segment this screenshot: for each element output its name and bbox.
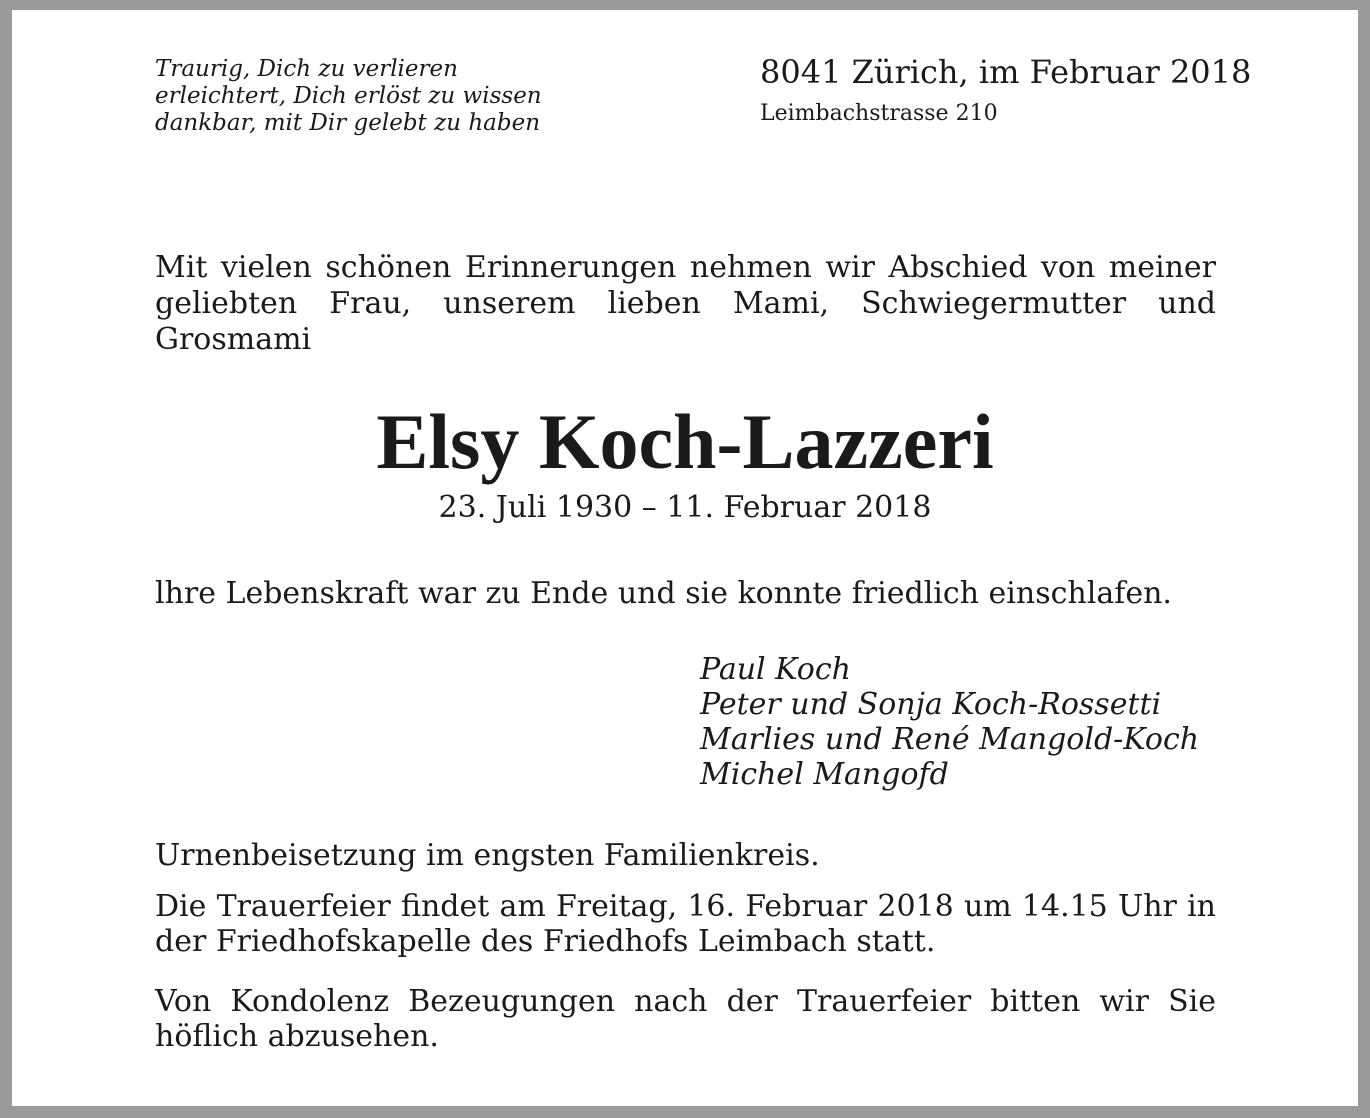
intro-text: Mit vielen schönen Erinnerungen nehmen wir Abschied von meiner geliebten Frau, unserem lieben Mami, Schwiegermutter und Grosmami	[155, 250, 1216, 357]
obituary-page	[12, 10, 1358, 1106]
statement-text: lhre Lebenskraft war zu Ende und sie konnte friedlich einschlafen.	[155, 576, 1172, 611]
place-and-date: 8041 Zürich, im Februar 2018	[760, 53, 1252, 91]
motto-line: erleichtert, Dich erlöst zu wissen	[155, 83, 542, 109]
family-member: Marlies und René Mangold-Koch	[700, 722, 1200, 757]
deceased-name: Elsy Koch-Lazzeri	[376, 398, 994, 485]
burial-notice: Urnenbeisetzung im engsten Familienkreis.	[155, 838, 820, 873]
motto-line: dankbar, mit Dir gelebt zu haben	[155, 110, 541, 136]
family-member: Michel Mangofd	[700, 757, 949, 792]
motto-line: Traurig, Dich zu verlieren	[155, 56, 458, 82]
motto-verse	[155, 56, 615, 137]
family-member: Peter und Sonja Koch-Rossetti	[700, 687, 1162, 722]
life-dates: 23. Juli 1930 – 11. Februar 2018	[438, 490, 932, 525]
family-signatures	[700, 652, 1220, 792]
ceremony-notice: Die Trauerfeier findet am Freitag, 16. Februar 2018 um 14.15 Uhr in der Friedhofskapelle des Friedhofs Leimbach statt.	[155, 889, 1216, 959]
family-member: Paul Koch	[700, 652, 851, 687]
address: Leimbachstrasse 210	[760, 101, 998, 126]
condolence-notice: Von Kondolenz Bezeugungen nach der Trauerfeier bitten wir Sie höflich abzusehen.	[155, 984, 1216, 1054]
